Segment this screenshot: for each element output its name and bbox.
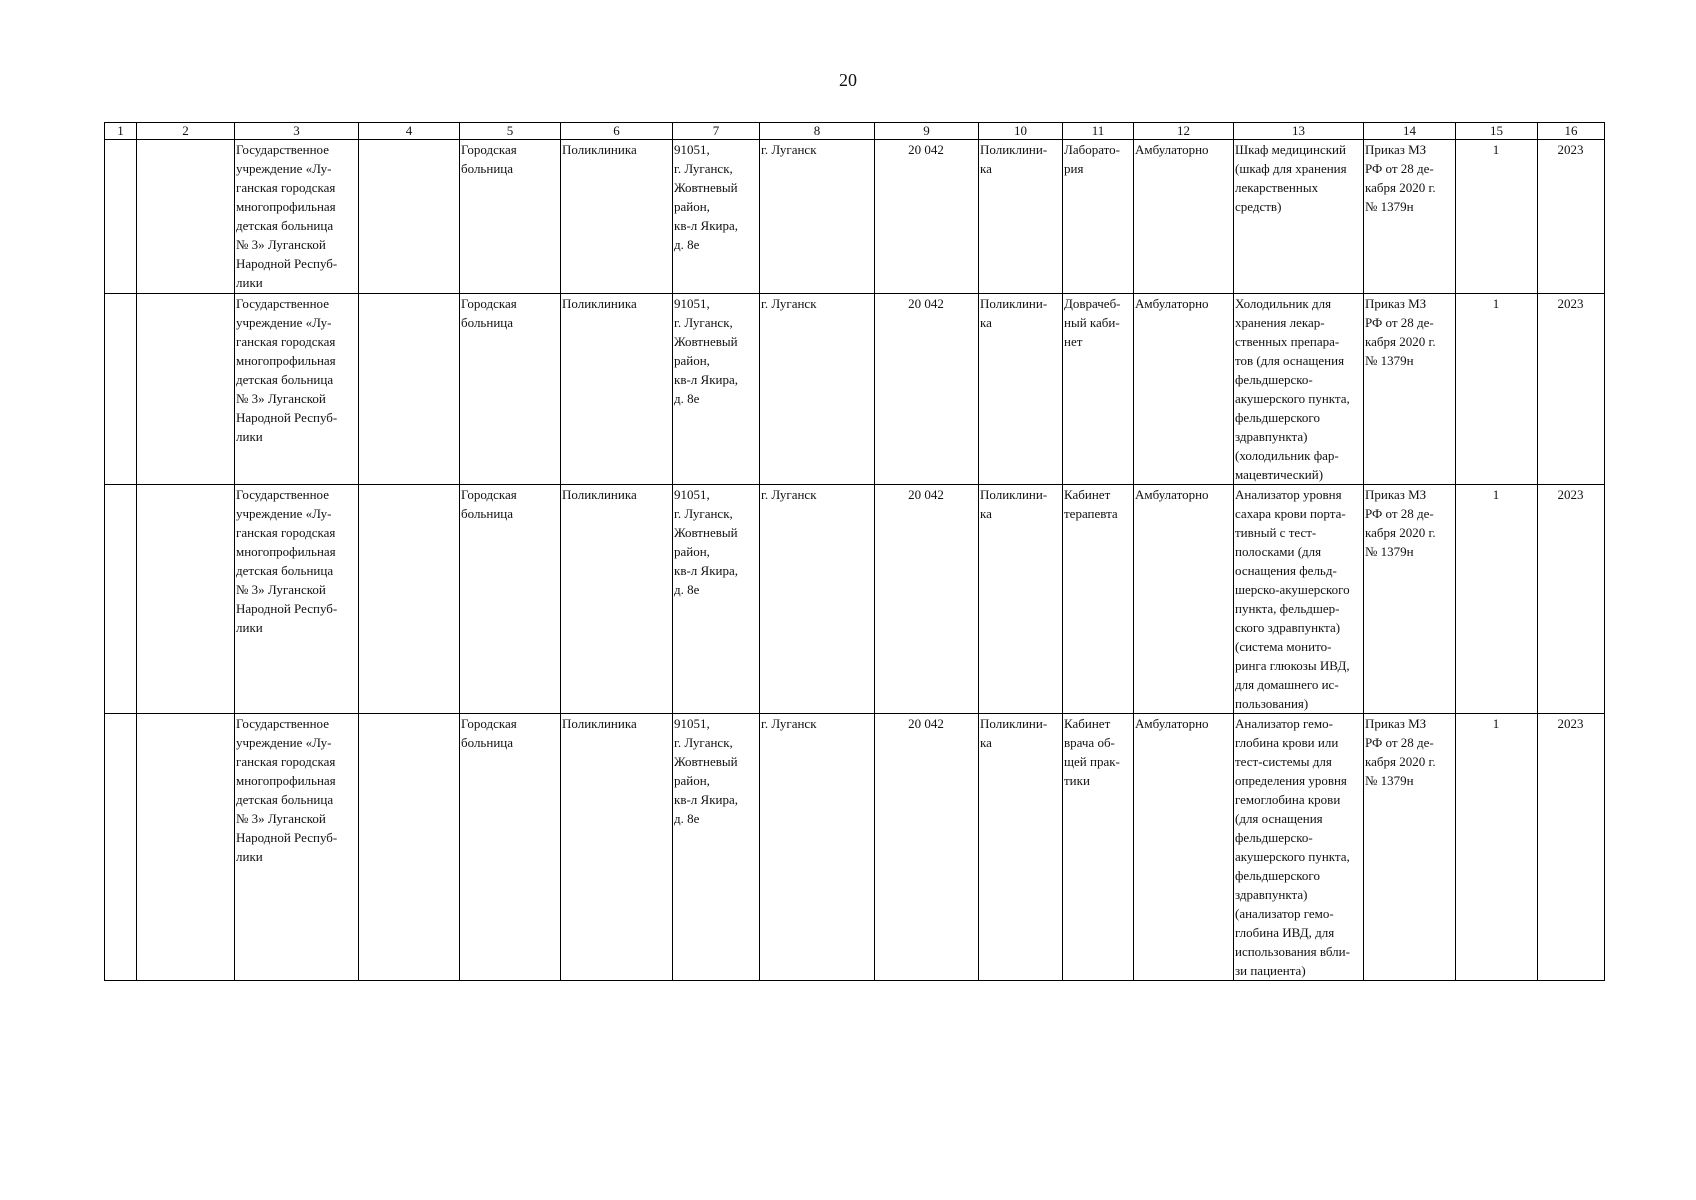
column-header: 14: [1364, 123, 1456, 140]
cell-year: 2023: [1538, 140, 1605, 294]
cell-department: Поликлини- ка: [979, 485, 1063, 714]
cell-unit-type: Поликлиника: [561, 485, 673, 714]
cell-equipment: Анализатор гемо- глобина крови или тест-системы для определения уровня гемоглобина крови (для оснащения фельдшерско- акушерского пункта, фельдшерского здравпункта) (анализатор гемо- глобина ИВД, для использования вбли- зи пациента): [1234, 714, 1364, 981]
cell-care-mode: Амбулаторно: [1134, 485, 1234, 714]
cell-care-mode: Амбулаторно: [1134, 714, 1234, 981]
cell-room: Кабинет терапевта: [1063, 485, 1134, 714]
cell-institution: Государственное учреждение «Лу- ганская городская многопрофильная детская больница № 3» Луганской Народной Респуб- лики: [235, 714, 359, 981]
cell-order: Приказ МЗ РФ от 28 де- кабря 2020 г. № 1379н: [1364, 714, 1456, 981]
cell-institution: Государственное учреждение «Лу- ганская городская многопрофильная детская больница № 3» Луганской Народной Респуб- лики: [235, 140, 359, 294]
table-row: [105, 140, 1605, 294]
column-header: 3: [235, 123, 359, 140]
cell-equipment: Холодильник для хранения лекар- ственных препара- тов (для оснащения фельдшерско- акушерского пункта, фельдшерского здравпункта) (холодильник фар- мацевтический): [1234, 294, 1364, 485]
table-row: [105, 714, 1605, 981]
cell-address: 91051, г. Луганск, Жовтневый район, кв-л Якира, д. 8е: [673, 714, 760, 981]
cell-index: [105, 140, 137, 294]
column-header: 16: [1538, 123, 1605, 140]
cell-quantity: 1: [1456, 140, 1538, 294]
column-header: 10: [979, 123, 1063, 140]
cell-room: Кабинет врача об- щей прак- тики: [1063, 714, 1134, 981]
register-table: [104, 122, 1605, 981]
cell-index: [105, 714, 137, 981]
cell-index: [105, 294, 137, 485]
column-header: 5: [460, 123, 561, 140]
cell-institution: Государственное учреждение «Лу- ганская городская многопрофильная детская больница № 3» Луганской Народной Респуб- лики: [235, 485, 359, 714]
column-header: 12: [1134, 123, 1234, 140]
cell-city: г. Луганск: [760, 294, 875, 485]
cell-col4: [359, 140, 460, 294]
cell-address: 91051, г. Луганск, Жовтневый район, кв-л Якира, д. 8е: [673, 140, 760, 294]
cell-year: 2023: [1538, 294, 1605, 485]
cell-number: 20 042: [875, 485, 979, 714]
cell-facility-type: Городская больница: [460, 714, 561, 981]
cell-unit-type: Поликлиника: [561, 140, 673, 294]
cell-order: Приказ МЗ РФ от 28 де- кабря 2020 г. № 1379н: [1364, 140, 1456, 294]
cell-facility-type: Городская больница: [460, 485, 561, 714]
cell-col2: [137, 294, 235, 485]
cell-order: Приказ МЗ РФ от 28 де- кабря 2020 г. № 1379н: [1364, 485, 1456, 714]
column-header: 1: [105, 123, 137, 140]
column-header: 11: [1063, 123, 1134, 140]
column-number-row: [105, 123, 1605, 140]
cell-col2: [137, 140, 235, 294]
cell-care-mode: Амбулаторно: [1134, 140, 1234, 294]
cell-city: г. Луганск: [760, 714, 875, 981]
cell-number: 20 042: [875, 140, 979, 294]
column-header: 8: [760, 123, 875, 140]
cell-room: Лаборато- рия: [1063, 140, 1134, 294]
cell-care-mode: Амбулаторно: [1134, 294, 1234, 485]
cell-col2: [137, 714, 235, 981]
cell-order: Приказ МЗ РФ от 28 де- кабря 2020 г. № 1379н: [1364, 294, 1456, 485]
cell-year: 2023: [1538, 485, 1605, 714]
cell-department: Поликлини- ка: [979, 294, 1063, 485]
cell-unit-type: Поликлиника: [561, 714, 673, 981]
cell-department: Поликлини- ка: [979, 140, 1063, 294]
cell-address: 91051, г. Луганск, Жовтневый район, кв-л Якира, д. 8е: [673, 485, 760, 714]
column-header: 13: [1234, 123, 1364, 140]
cell-facility-type: Городская больница: [460, 140, 561, 294]
column-header: 2: [137, 123, 235, 140]
cell-city: г. Луганск: [760, 485, 875, 714]
column-header: 7: [673, 123, 760, 140]
column-header: 6: [561, 123, 673, 140]
cell-city: г. Луганск: [760, 140, 875, 294]
cell-equipment: Шкаф медицинский (шкаф для хранения лекарственных средств): [1234, 140, 1364, 294]
cell-room: Доврачеб- ный каби- нет: [1063, 294, 1134, 485]
cell-col4: [359, 714, 460, 981]
cell-quantity: 1: [1456, 485, 1538, 714]
column-header: 9: [875, 123, 979, 140]
cell-department: Поликлини- ка: [979, 714, 1063, 981]
table-row: [105, 294, 1605, 485]
cell-number: 20 042: [875, 714, 979, 981]
cell-col2: [137, 485, 235, 714]
cell-quantity: 1: [1456, 714, 1538, 981]
cell-quantity: 1: [1456, 294, 1538, 485]
cell-unit-type: Поликлиника: [561, 294, 673, 485]
cell-year: 2023: [1538, 714, 1605, 981]
cell-address: 91051, г. Луганск, Жовтневый район, кв-л Якира, д. 8е: [673, 294, 760, 485]
cell-number: 20 042: [875, 294, 979, 485]
cell-equipment: Анализатор уровня сахара крови порта- тивный с тест- полосками (для оснащения фельд- шерско-акушерского пункта, фельдшер- ского здравпункта) (система монито- ринга глюкозы ИВД, для домашнего ис- пользования): [1234, 485, 1364, 714]
cell-institution: Государственное учреждение «Лу- ганская городская многопрофильная детская больница № 3» Луганской Народной Респуб- лики: [235, 294, 359, 485]
cell-index: [105, 485, 137, 714]
cell-facility-type: Городская больница: [460, 294, 561, 485]
column-header: 15: [1456, 123, 1538, 140]
page-number: 20: [839, 70, 857, 90]
cell-col4: [359, 485, 460, 714]
cell-col4: [359, 294, 460, 485]
column-header: 4: [359, 123, 460, 140]
table-row: [105, 485, 1605, 714]
